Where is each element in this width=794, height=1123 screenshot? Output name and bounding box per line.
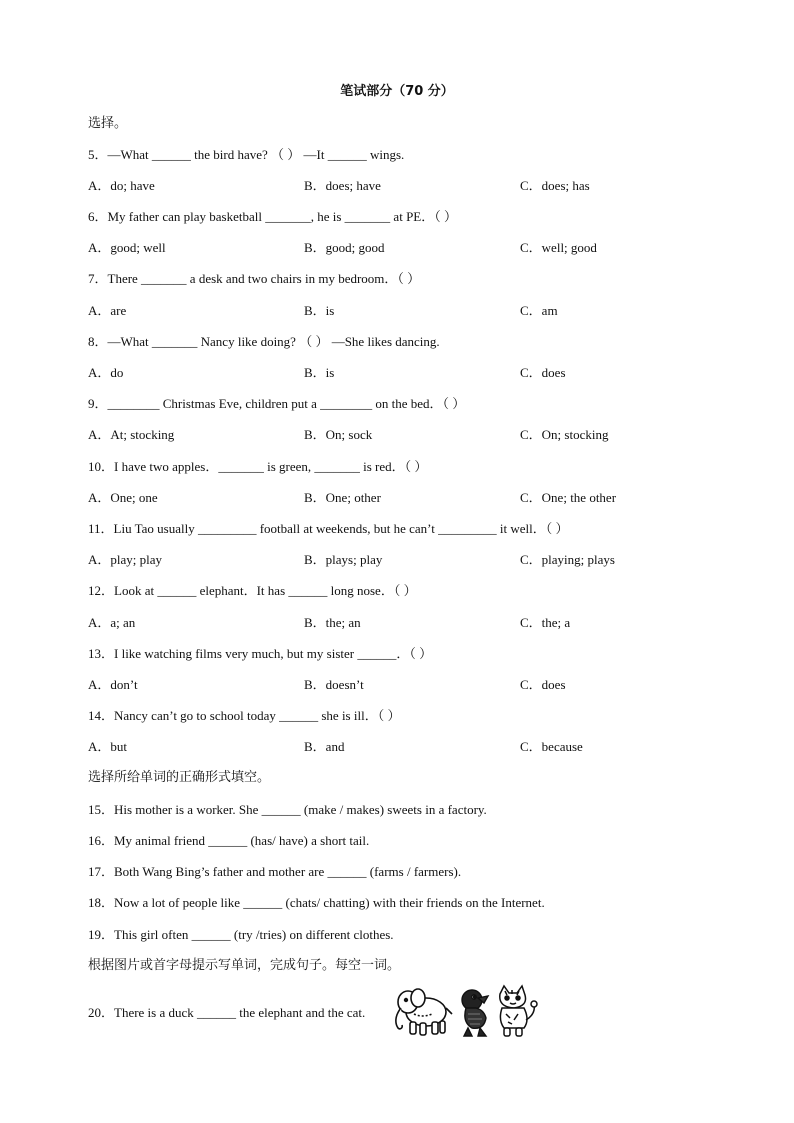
- section-heading-picture-hint: 根据图片或首字母提示写单词，完成句子。每空一词。: [88, 958, 401, 973]
- question-11-option-a: A．play; play: [88, 552, 163, 567]
- question-8-option-c: C．does: [520, 365, 566, 380]
- question-11-option-c: C．playing; plays: [520, 552, 615, 567]
- question-12-option-a: A．a; an: [88, 615, 136, 630]
- question-7-option-a: A．are: [88, 303, 127, 318]
- question-10-stem: 10．I have two apples．_______ is green, _______ is red．（ ）: [88, 459, 428, 474]
- question-12-option-b: B．the; an: [304, 615, 361, 630]
- question-14-option-b: B．and: [304, 739, 345, 754]
- section-heading-word-form: 选择所给单词的正确形式填空。: [88, 770, 271, 785]
- question-5-stem: 5．—What ______ the bird have? （ ） —It ______ wings.: [88, 147, 405, 162]
- question-11-stem: 11．Liu Tao usually _________ football at weekends, but he can’t _________ it well．（ ）: [88, 521, 569, 536]
- question-9-option-c: C．On; stocking: [520, 427, 609, 442]
- question-5-option-a: A．do; have: [88, 178, 155, 193]
- question-6-option-a: A．good; well: [88, 240, 166, 255]
- question-5-option-c: C．does; has: [520, 178, 590, 193]
- question-13-option-a: A．don’t: [88, 677, 138, 692]
- question-6-option-c: C．well; good: [520, 240, 597, 255]
- question-13-stem: 13．I like watching films very much, but my sister ______．（ ）: [88, 646, 433, 661]
- question-8-option-b: B．is: [304, 365, 335, 380]
- page-title: 笔试部分（70 分）: [340, 84, 454, 99]
- section-heading-choice: 选择。: [88, 116, 128, 131]
- question-10-option-a: A．One; one: [88, 490, 158, 505]
- question-6-option-b: B．good; good: [304, 240, 385, 255]
- question-10-option-b: B．One; other: [304, 490, 381, 505]
- question-6-stem: 6．My father can play basketball _______, he is _______ at PE．（ ）: [88, 209, 457, 224]
- question-20: 20．There is a duck ______ the elephant and the cat.: [88, 1005, 366, 1020]
- animals-picture: [388, 984, 548, 1040]
- question-19: 19．This girl often ______ (try /tries) on different clothes.: [88, 927, 394, 942]
- question-14-option-c: C．because: [520, 739, 583, 754]
- question-9-option-a: A．At; stocking: [88, 427, 175, 442]
- question-13-option-b: B．doesn’t: [304, 677, 364, 692]
- elephant-picture: [396, 989, 452, 1035]
- question-9-option-b: B．On; sock: [304, 427, 373, 442]
- question-16: 16．My animal friend ______ (has/ have) a short tail.: [88, 833, 370, 848]
- question-13-option-c: C．does: [520, 677, 566, 692]
- question-5-option-b: B．does; have: [304, 178, 381, 193]
- question-7-option-b: B．is: [304, 303, 335, 318]
- question-15: 15．His mother is a worker. She ______ (make / makes) sweets in a factory.: [88, 802, 487, 817]
- question-7-stem: 7．There _______ a desk and two chairs in my bedroom．（ ）: [88, 271, 421, 286]
- question-8-option-a: A．do: [88, 365, 124, 380]
- question-12-stem: 12．Look at ______ elephant．It has ______ long nose．（ ）: [88, 583, 417, 598]
- question-7-option-c: C．am: [520, 303, 558, 318]
- question-14-option-a: A．but: [88, 739, 128, 754]
- question-9-stem: 9．________ Christmas Eve, children put a ________ on the bed．（ ）: [88, 396, 466, 411]
- question-11-option-b: B．plays; play: [304, 552, 383, 567]
- question-14-stem: 14．Nancy can’t go to school today ______ she is ill．（ ）: [88, 708, 401, 723]
- question-18: 18．Now a lot of people like ______ (chats/ chatting) with their friends on the Internet.: [88, 895, 545, 910]
- question-17: 17．Both Wang Bing’s father and mother are ______ (farms / farmers).: [88, 864, 462, 879]
- cat-picture: [500, 986, 537, 1036]
- duck-picture: [462, 990, 488, 1036]
- question-8-stem: 8．—What _______ Nancy like doing? （ ） —She likes dancing.: [88, 334, 440, 349]
- question-12-option-c: C．the; a: [520, 615, 571, 630]
- question-10-option-c: C．One; the other: [520, 490, 617, 505]
